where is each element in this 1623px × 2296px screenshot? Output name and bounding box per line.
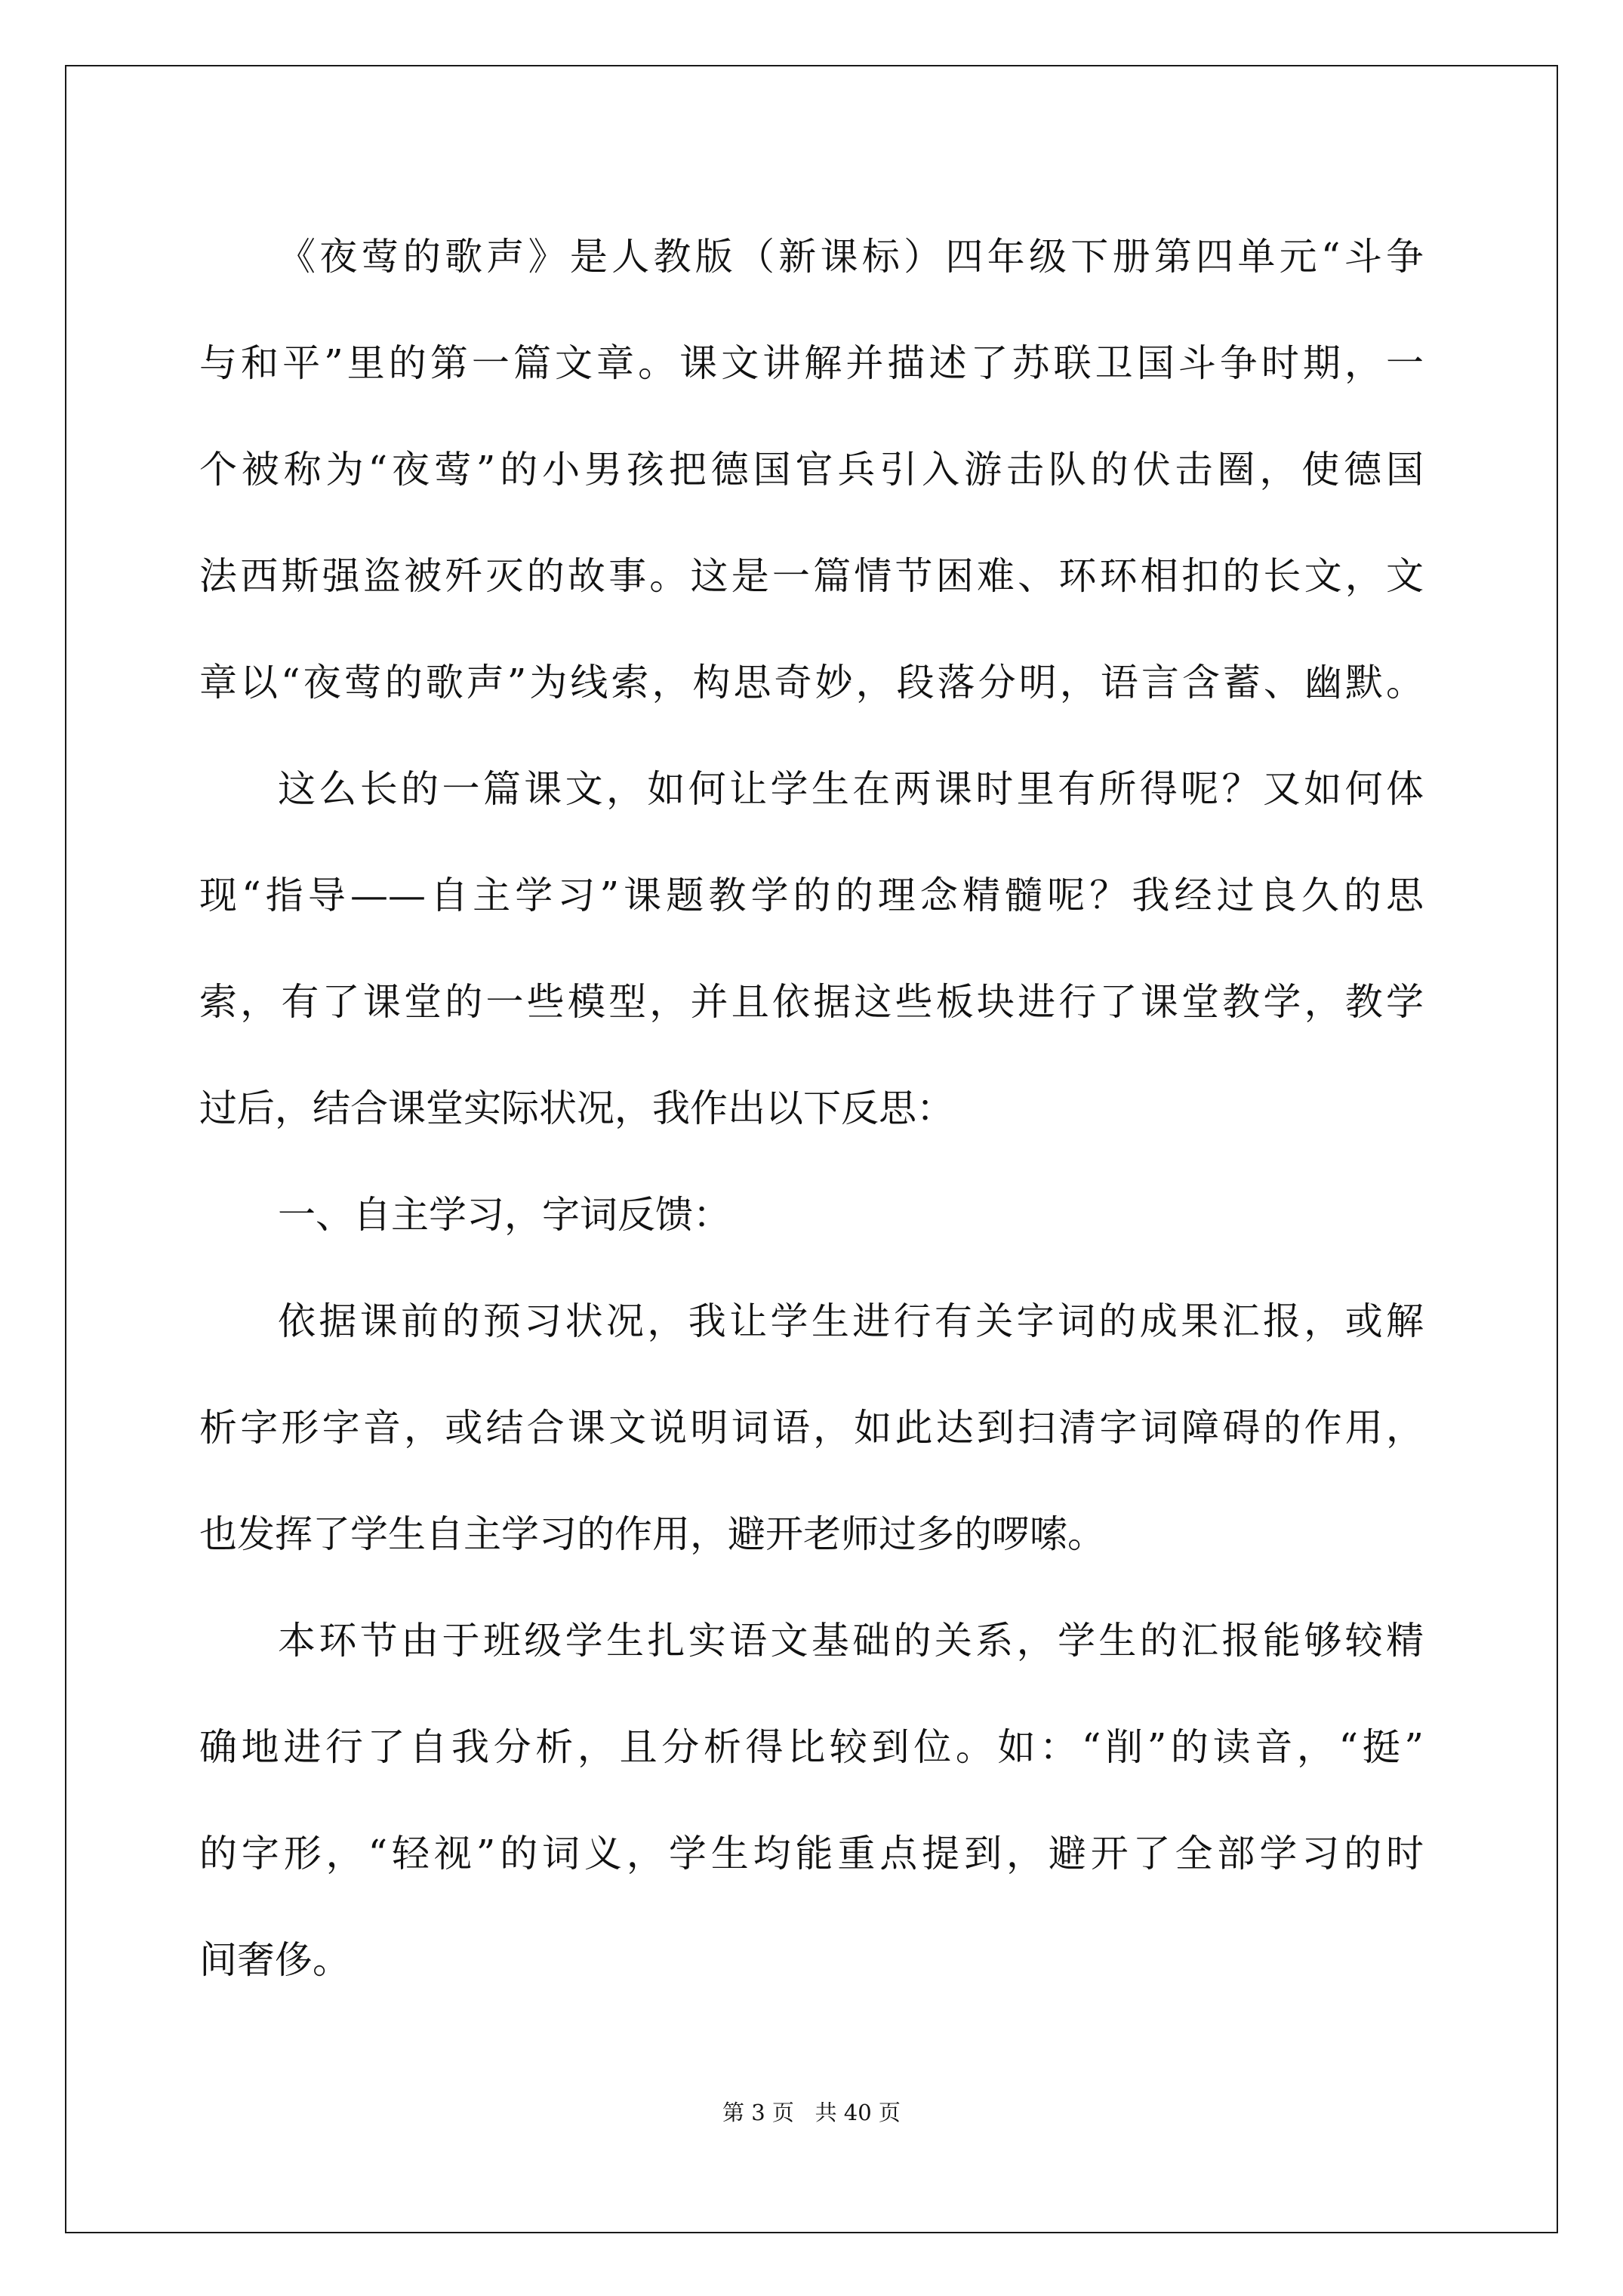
text-line: 法西斯强盗被歼灭的故事。这是一篇情节困难、环环相扣的长文，文 [199,554,1424,598]
text-line: 的字形，“轻视”的词义，学生均能重点提到，避开了全部学习的时 [199,1832,1424,1875]
text-line: 间奢侈。 [199,1938,350,1982]
text-line: 与和平”里的第一篇文章。课文讲解并描述了苏联卫国斗争时期，一 [199,341,1424,385]
text-line: 本环节由于班级学生扎实语文基础的关系，学生的汇报能够较精 [278,1619,1424,1663]
text-line: 确地进行了自我分析，且分析得比较到位。如：“削”的读音，“挺” [199,1725,1424,1769]
text-line: 析字形字音，或结合课文说明词语，如此达到扫清字词障碍的作用， [199,1406,1424,1450]
page-number: 第 3 页 共 40 页 [722,2100,901,2125]
text-line: 依据课前的预习状况，我让学生进行有关字词的成果汇报，或解 [278,1299,1424,1343]
text-line: 也发挥了学生自主学习的作用，避开老师过多的啰嗦。 [199,1512,1105,1556]
document-body [199,204,1424,2014]
text-line: 个被称为“夜莺”的小男孩把德国官兵引入游击队的伏击圈，使德国 [199,448,1424,492]
text-line: 过后，结合课堂实际状况，我作出以下反思： [199,1086,954,1130]
section-heading: 一、自主学习，字词反馈： [278,1193,731,1237]
text-line: 索，有了课堂的一些模型，并且依据这些板块进行了课堂教学，教学 [199,980,1424,1024]
text-line: 这么长的一篇课文，如何让学生在两课时里有所得呢？又如何体 [278,767,1424,811]
text-line: 现“指导——自主学习”课题教学的的理念精髓呢？我经过良久的思 [199,874,1424,917]
text-line: 章以“夜莺的歌声”为线索，构思奇妙，段落分明，语言含蓄、幽默。 [199,661,1424,704]
text-line: 《夜莺的歌声》是人教版（新课标）四年级下册第四单元“斗争 [278,235,1424,279]
